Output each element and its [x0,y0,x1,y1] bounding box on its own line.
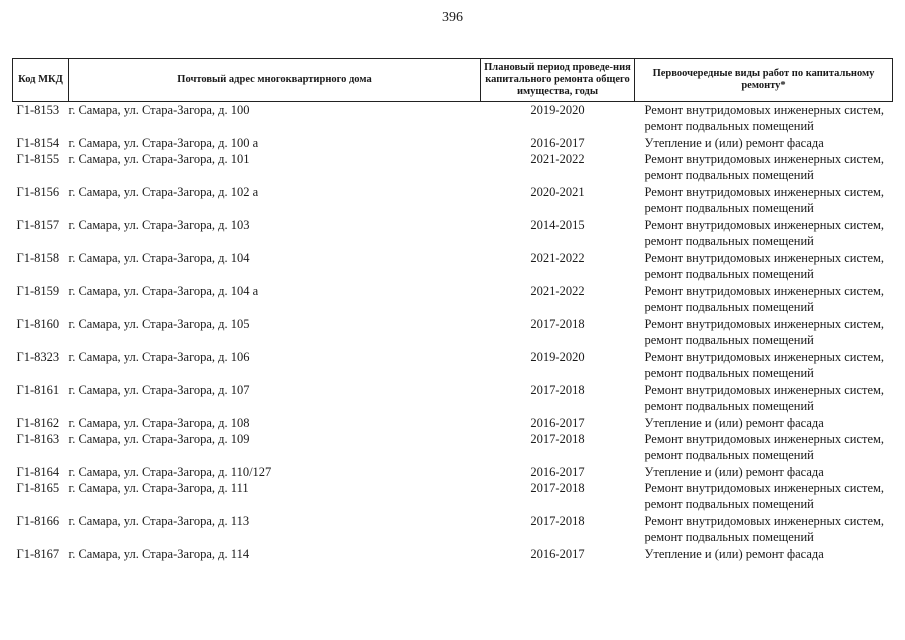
cell-address: г. Самара, ул. Стара-Загора, д. 113 [68,514,250,528]
cell-period: 2017-2018 [530,481,585,495]
cell-works: Ремонт внутридомовых инженерных систем, ремонт подвальных помещений [644,218,885,248]
cell-address: г. Самара, ул. Стара-Загора, д. 106 [68,350,250,364]
cell-works: Ремонт внутридомовых инженерных систем, ремонт подвальных помещений [644,185,885,215]
table-row [13,184,893,217]
cell-works: Ремонт внутридомовых инженерных систем, ремонт подвальных помещений [644,103,885,133]
cell-period: 2019-2020 [530,103,585,117]
cell-code: Г1-8161 [16,383,60,397]
cell-code: Г1-8158 [16,251,60,265]
cell-code: Г1-8165 [16,481,60,495]
header-works: Первоочередные виды работ по капитальному ремонту* [635,59,893,102]
cell-address: г. Самара, ул. Стара-Загора, д. 101 [68,152,250,166]
header-code: Код МКД [13,59,69,102]
cell-period: 2021-2022 [530,152,585,166]
table-header [13,59,893,102]
cell-works: Ремонт внутридомовых инженерных систем, ремонт подвальных помещений [644,152,885,182]
cell-works: Утепление и (или) ремонт фасада [644,416,824,430]
table-row [13,513,893,546]
cell-works: Утепление и (или) ремонт фасада [644,465,824,479]
cell-code: Г1-8167 [16,547,60,561]
cell-works: Ремонт внутридомовых инженерных систем, ремонт подвальных помещений [644,317,885,347]
cell-address: г. Самара, ул. Стара-Загора, д. 108 [68,416,250,430]
cell-address: г. Самара, ул. Стара-Загора, д. 104 [68,251,250,265]
page-number: 396 [442,10,463,25]
cell-period: 2016-2017 [530,465,585,479]
cell-address: г. Самара, ул. Стара-Загора, д. 109 [68,432,250,446]
table-row [13,464,893,480]
cell-code: Г1-8156 [16,185,60,199]
cell-address: г. Самара, ул. Стара-Загора, д. 105 [68,317,250,331]
cell-period: 2017-2018 [530,383,585,397]
cell-period: 2014-2015 [530,218,585,232]
cell-code: Г1-8160 [16,317,60,331]
cell-period: 2017-2018 [530,432,585,446]
table-row [13,415,893,431]
cell-code: Г1-8162 [16,416,60,430]
cell-code: Г1-8163 [16,432,60,446]
table-row [13,316,893,349]
cell-period: 2019-2020 [530,350,585,364]
table-body [13,102,893,563]
cell-works: Утепление и (или) ремонт фасада [644,136,824,150]
cell-address: г. Самара, ул. Стара-Загора, д. 110/127 [68,465,272,479]
cell-works: Ремонт внутридомовых инженерных систем, ремонт подвальных помещений [644,350,885,380]
cell-period: 2016-2017 [530,136,585,150]
cell-works: Ремонт внутридомовых инженерных систем, ремонт подвальных помещений [644,514,885,544]
cell-code: Г1-8164 [16,465,60,479]
cell-address: г. Самара, ул. Стара-Загора, д. 100 [68,103,250,117]
cell-address: г. Самара, ул. Стара-Загора, д. 111 [68,481,249,495]
cell-period: 2017-2018 [530,514,585,528]
cell-code: Г1-8154 [16,136,60,150]
cell-address: г. Самара, ул. Стара-Загора, д. 100 а [68,136,259,150]
cell-code: Г1-8157 [16,218,60,232]
cell-period: 2021-2022 [530,251,585,265]
cell-period: 2016-2017 [530,547,585,561]
cell-code: Г1-8153 [16,103,60,117]
cell-works: Ремонт внутридомовых инженерных систем, ремонт подвальных помещений [644,251,885,281]
cell-works: Утепление и (или) ремонт фасада [644,547,824,561]
table-row [13,349,893,382]
table-row [13,135,893,151]
cell-period: 2021-2022 [530,284,585,298]
cell-code: Г1-8159 [16,284,60,298]
table-row [13,217,893,250]
cell-code: Г1-8323 [16,350,60,364]
cell-period: 2016-2017 [530,416,585,430]
cell-address: г. Самара, ул. Стара-Загора, д. 102 а [68,185,259,199]
cell-address: г. Самара, ул. Стара-Загора, д. 103 [68,218,250,232]
cell-period: 2020-2021 [530,185,585,199]
cell-address: г. Самара, ул. Стара-Загора, д. 114 [68,547,250,561]
table-row [13,480,893,513]
cell-address: г. Самара, ул. Стара-Загора, д. 107 [68,383,250,397]
table-row [13,283,893,316]
cell-works: Ремонт внутридомовых инженерных систем, ремонт подвальных помещений [644,383,885,413]
table-row [13,102,893,136]
table-row [13,250,893,283]
header-period: Плановый период проведе-ния капитального ремонта общего имущества, годы [481,59,635,102]
cell-period: 2017-2018 [530,317,585,331]
table-row [13,431,893,464]
header-address: Почтовый адрес многоквартирного дома [69,59,481,102]
table-row [13,382,893,415]
cell-address: г. Самара, ул. Стара-Загора, д. 104 а [68,284,259,298]
table-row [13,151,893,184]
cell-code: Г1-8166 [16,514,60,528]
cell-works: Ремонт внутридомовых инженерных систем, ремонт подвальных помещений [644,481,885,511]
cell-code: Г1-8155 [16,152,60,166]
capital-repair-table [12,58,893,562]
cell-works: Ремонт внутридомовых инженерных систем, ремонт подвальных помещений [644,284,885,314]
table-row [13,546,893,562]
cell-works: Ремонт внутридомовых инженерных систем, ремонт подвальных помещений [644,432,885,462]
